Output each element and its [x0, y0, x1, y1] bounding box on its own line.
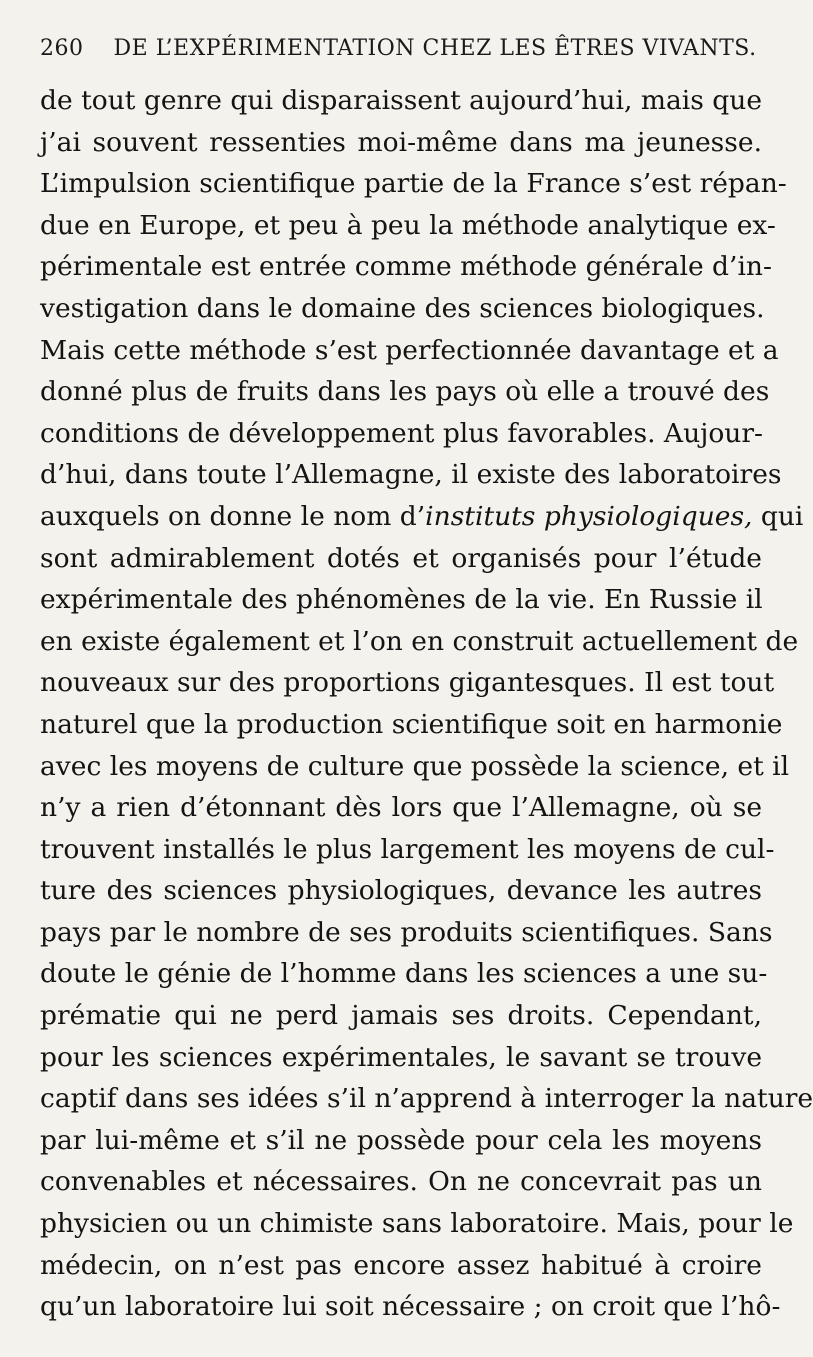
text-line: trouvent installés le plus largement les moyens de cul-: [40, 833, 775, 865]
text-line: donné plus de fruits dans les pays où elle a trouvé des: [40, 376, 770, 408]
text-line: de tout genre qui disparaissent aujourd’hui, mais que: [40, 85, 762, 116]
text-line: par lui-même et s’il ne possède pour cela les moyens: [40, 1124, 762, 1156]
text-line: en existe également et l’on en construit actuellement de: [40, 625, 799, 657]
text-line: prématie qui ne perd jamais ses droits. Cependant,: [40, 1000, 762, 1032]
text-line: avec les moyens de culture que possède la science, et il: [40, 750, 790, 782]
text-line: ture des sciences physiologiques, devance les autres: [40, 875, 762, 907]
text-segment: qui: [752, 500, 804, 532]
text-line: n’y a rien d’étonnant dès lors que l’Allemagne, où se: [40, 792, 762, 824]
text-line: [40, 496, 804, 538]
body-text: [40, 80, 813, 1328]
text-line: convenables et nécessaires. On ne concevrait pas un: [40, 1166, 762, 1198]
text-line: médecin, on n’est pas encore assez habitué à croire: [40, 1249, 762, 1281]
text-line: qu’un laboratoire lui soit nécessaire ; on croit que l’hô-: [40, 1291, 781, 1323]
text-segment: auxquels on donne le nom d’: [40, 500, 426, 532]
text-line: nouveaux sur des proportions gigantesques. Il est tout: [40, 667, 775, 699]
text-line: physicien ou un chimiste sans laboratoire. Mais, pour le: [40, 1208, 794, 1240]
running-head: [40, 36, 762, 76]
italic-term: instituts physiologiques,: [425, 500, 753, 532]
text-line: vestigation dans le domaine des sciences biologiques.: [40, 292, 765, 324]
text-line: d’hui, dans toute l’Allemagne, il existe des laboratoires: [40, 459, 782, 491]
text-line: doute le génie de l’homme dans les sciences a une su-: [40, 958, 768, 990]
running-title: DE L’EXPÉRIMENTATION CHEZ LES ÊTRES VIVANTS.: [113, 36, 757, 61]
text-line: pays par le nombre de ses produits scientifiques. Sans: [40, 916, 773, 948]
text-line: périmentale est entrée comme méthode générale d’in-: [40, 251, 772, 283]
text-line: conditions de développement plus favorables. Aujour-: [40, 417, 763, 449]
text-line: due en Europe, et peu à peu la méthode analytique ex-: [40, 209, 776, 241]
text-line: pour les sciences expérimentales, le savant se trouve: [40, 1041, 762, 1073]
text-line: captif dans ses idées s’il n’apprend à interroger la nature: [40, 1083, 813, 1115]
page-number: 260: [40, 36, 84, 61]
text-line: Mais cette méthode s’est perfectionnée davantage et a: [40, 334, 779, 366]
text-line: naturel que la production scientifique soit en harmonie: [40, 708, 783, 740]
text-line: j’ai souvent ressenties moi-même dans ma jeunesse.: [40, 126, 762, 158]
text-line: L’impulsion scientifique partie de la France s’est répan-: [40, 168, 787, 200]
text-line: expérimentale des phénomènes de la vie. En Russie il: [40, 584, 763, 616]
text-line: sont admirablement dotés et organisés pour l’étude: [40, 542, 762, 574]
